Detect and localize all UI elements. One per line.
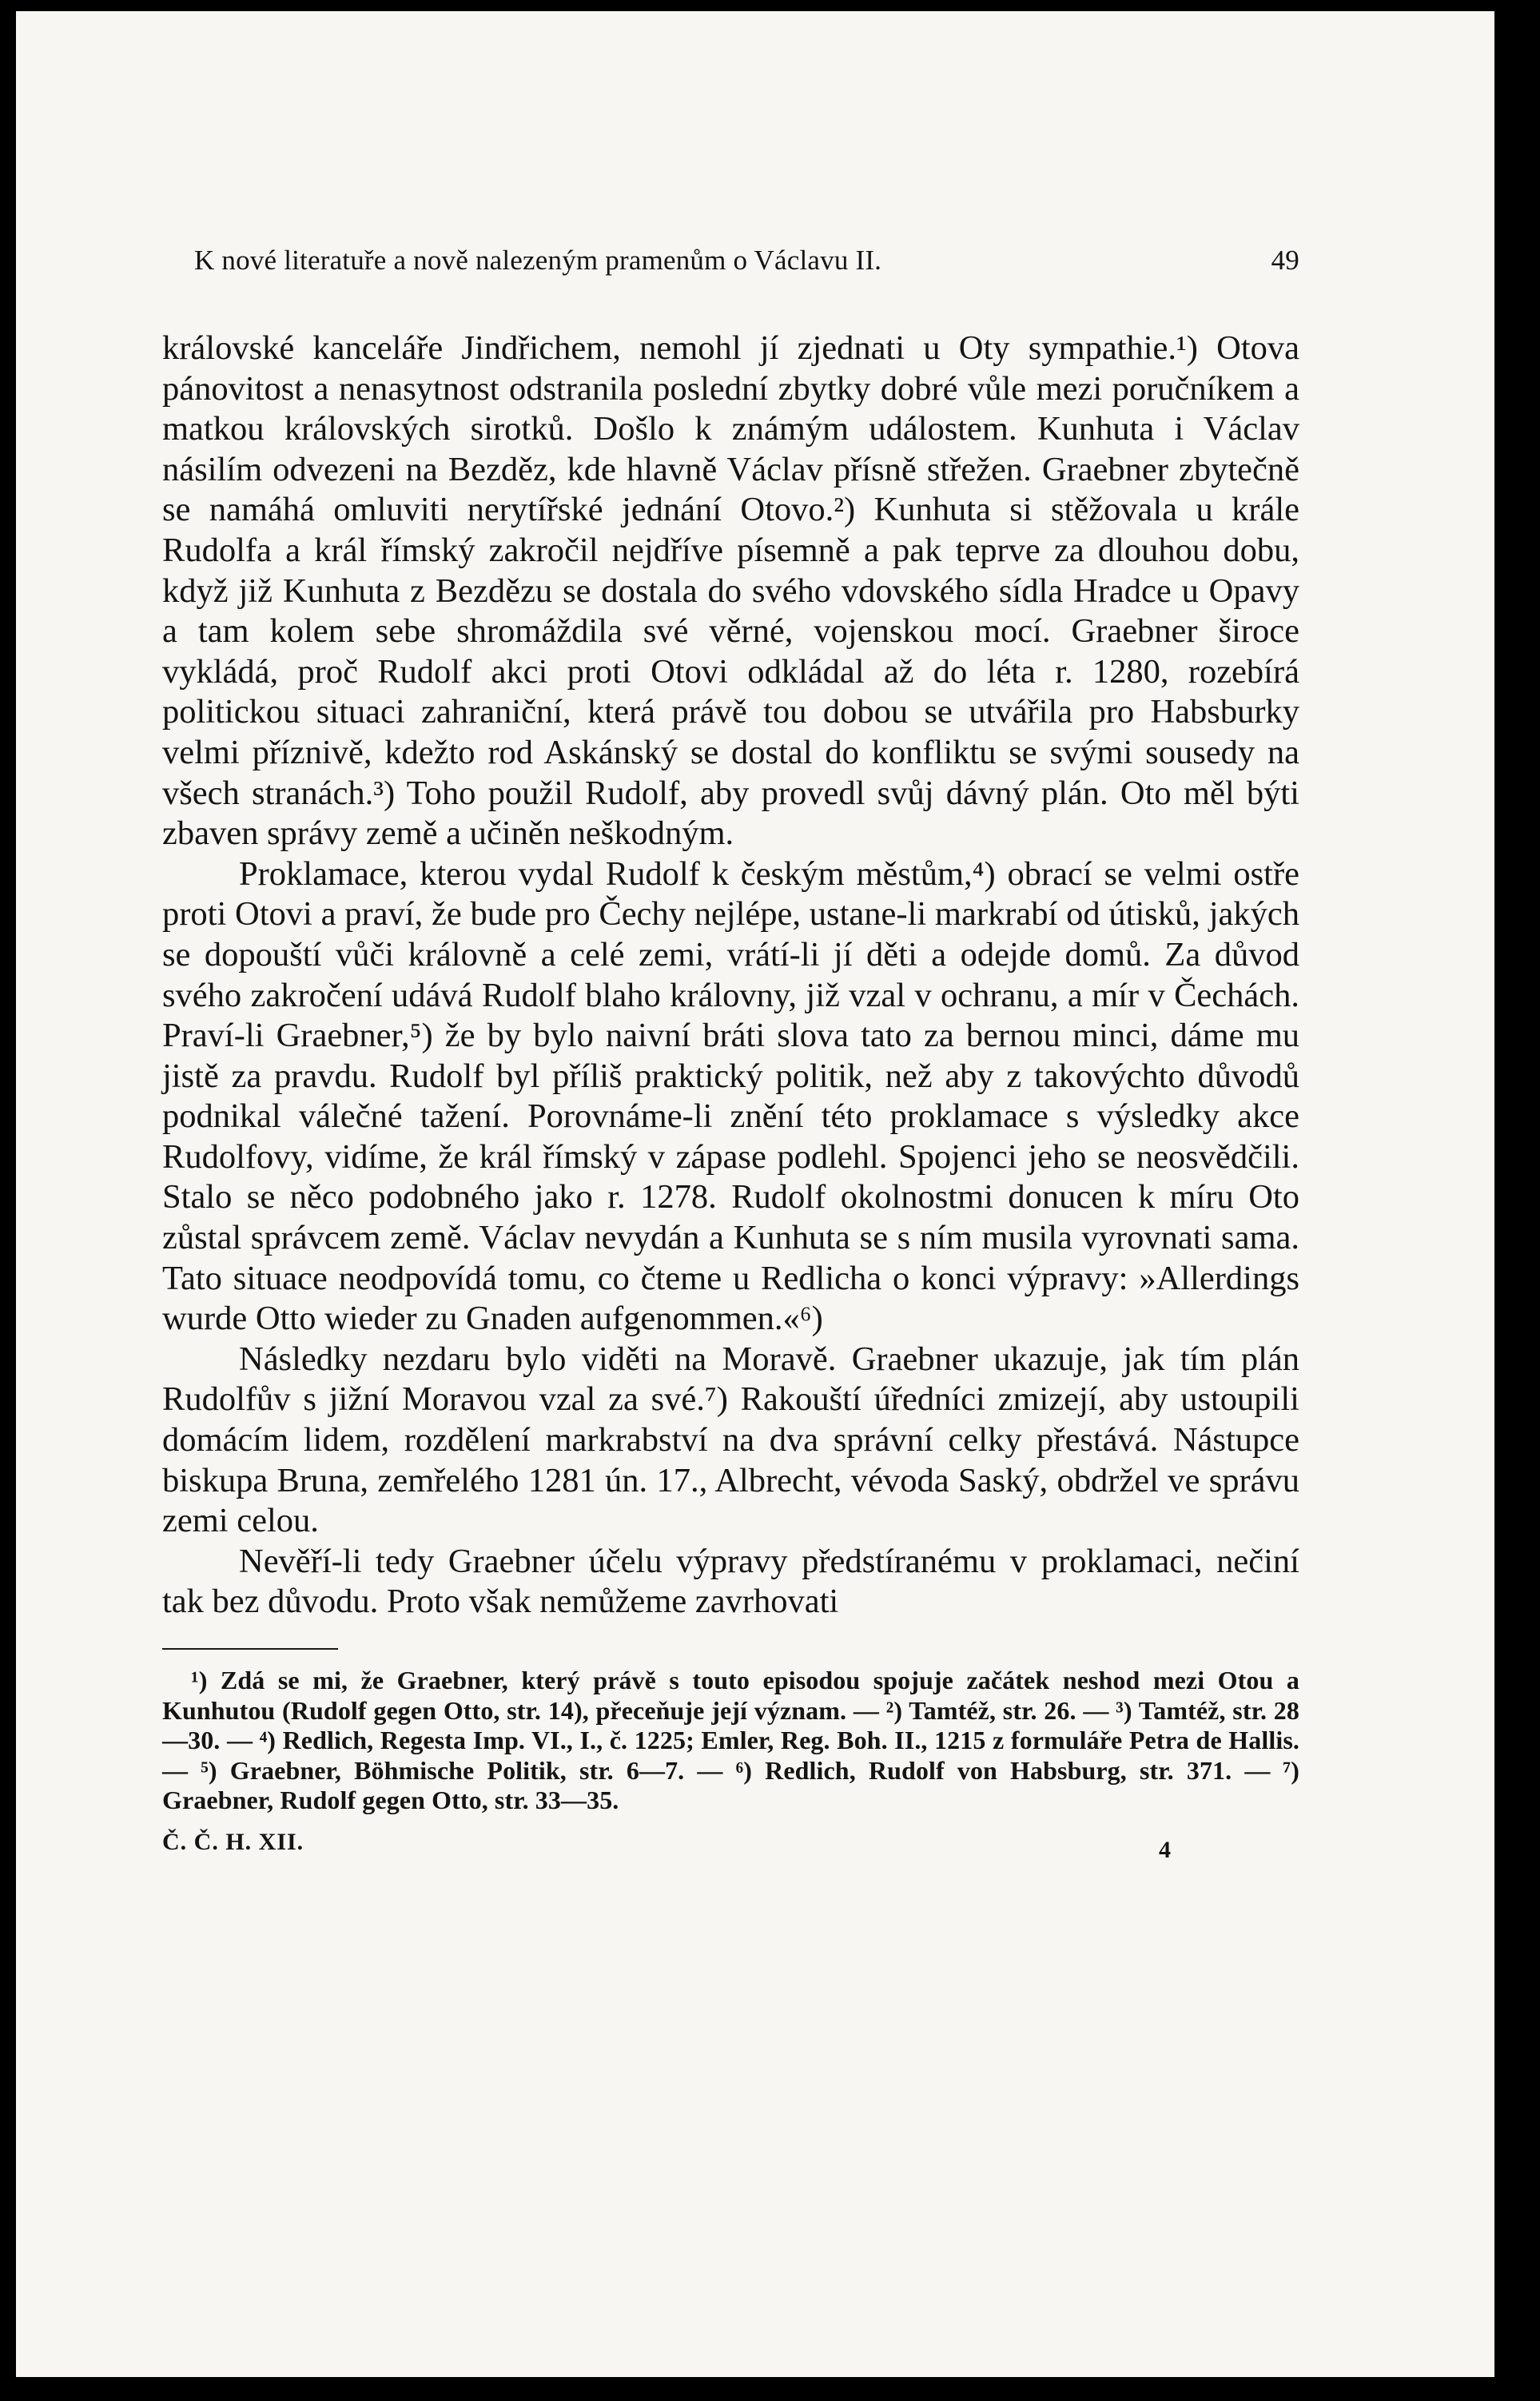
footnotes [162, 1666, 1299, 1816]
printer-signature: Č. Č. H. XII. [162, 1828, 304, 1855]
signature-line [162, 1829, 1299, 1861]
page [16, 11, 1494, 2377]
running-head [162, 241, 1299, 281]
footnote-separator [162, 1648, 338, 1650]
sheet-number: 4 [1159, 1836, 1172, 1863]
paragraph-3: Následky nezdaru bylo viděti na Moravě. Graebner ukazuje, jak tím plán Rudolfův s jižní Moravou vzal za své.⁷) Rakouští úředníci zmizejí, aby ustoupili domácím lidem, rozdělení markrabství na dva správní celky přestává. Nástupce biskupa Bruna, zemřelého 1281 ún. 17., Albrecht, vévoda Saský, obdržel ve správu zemi celou. [162, 1340, 1299, 1540]
body-text [162, 328, 1299, 1623]
paragraph-4: Nevěří-li tedy Graebner účelu výpravy předstíranému v proklamaci, nečiní tak bez důvodu. Proto však nemůžeme zavrhovati [162, 1542, 1299, 1621]
running-head-title: K nové literatuře a nově nalezeným pramenům o Václavu II. [194, 245, 882, 276]
paragraph-1: královské kanceláře Jindřichem, nemohl jí zjednati u Oty sympathie.¹) Otova pánovitost a nenasytnost odstranila poslední zbytky dobré vůle mezi poručníkem a matkou královských sirotků. Došlo k známým událostem. Kunhuta i Václav násilím odvezeni na Bezděz, kde hlavně Václav přísně střežen. Graebner zbytečně se namáhá omluviti nerytířské jednání Otovo.²) Kunhuta si stěžovala u krále Rudolfa a král římský zakročil nejdříve písemně a pak teprve za dlouhou dobu, když již Kunhuta z Bezdězu se dostala do svého vdovského sídla Hradce u Opavy a tam kolem sebe shromáždila své věrné, vojenskou mocí. Graebner široce vykládá, proč Rudolf akci proti Otovi odkládal až do léta r. 1280, rozebírá politickou situaci zahraniční, která právě tou dobou se utvářila pro Habsburky velmi příznivě, kdežto rod Askánský se dostal do konfliktu se svými sousedy na všech stranách.³) Toho použil Rudolf, aby provedl svůj dávný plán. Oto měl býti zbaven správy země a učiněn neškodným. [162, 329, 1299, 853]
page-content [162, 241, 1299, 1861]
page-number: 49 [1271, 245, 1299, 276]
paragraph-2: Proklamace, kterou vydal Rudolf k českým městům,⁴) obrací se velmi ostře proti Otovi a praví, že bude pro Čechy nejlépe, ustane-li markrabí od útisků, jakých se dopouští vůči královně a celé zemi, vrátí-li jí děti a odejde domů. Za důvod svého zakročení udává Rudolf blaho královny, již vzal v ochranu, a mír v Čechách. Praví-li Graebner,⁵) že by bylo naivní bráti slova tato za bernou minci, dáme mu jistě za pravdu. Rudolf byl příliš praktický politik, než aby z takovýchto důvodů podnikal válečné tažení. Porovnáme-li znění této proklamace s výsledky akce Rudolfovy, vidíme, že král římský v zápase podlehl. Spojenci jeho se neosvědčili. Stalo se něco podobného jako r. 1278. Rudolf okolnostmi donucen k míru Oto zůstal správcem země. Václav nevydán a Kunhuta se s ním musila vyrovnati sama. Tato situace neodpovídá tomu, co čteme u Redlicha o konci výpravy: »Allerdings wurde Otto wieder zu Gnaden aufgenommen.«⁶) [162, 854, 1299, 1338]
footnotes-text: ¹) Zdá se mi, že Graebner, který právě s touto episodou spojuje začátek neshod mezi Otou a Kunhutou (Rudolf gegen Otto, str. 14), přeceňuje její význam. — ²) Tamtéž, str. 26. — ³) Tamtéž, str. 28—30. — ⁴) Redlich, Regesta Imp. VI., I., č. 1225; Emler, Reg. Boh. II., 1215 z formuláře Petra de Hallis. — ⁵) Graebner, Böhmische Politik, str. 6—7. — ⁶) Redlich, Rudolf von Habsburg, str. 371. — ⁷) Graebner, Rudolf gegen Otto, str. 33—35. [162, 1666, 1299, 1814]
